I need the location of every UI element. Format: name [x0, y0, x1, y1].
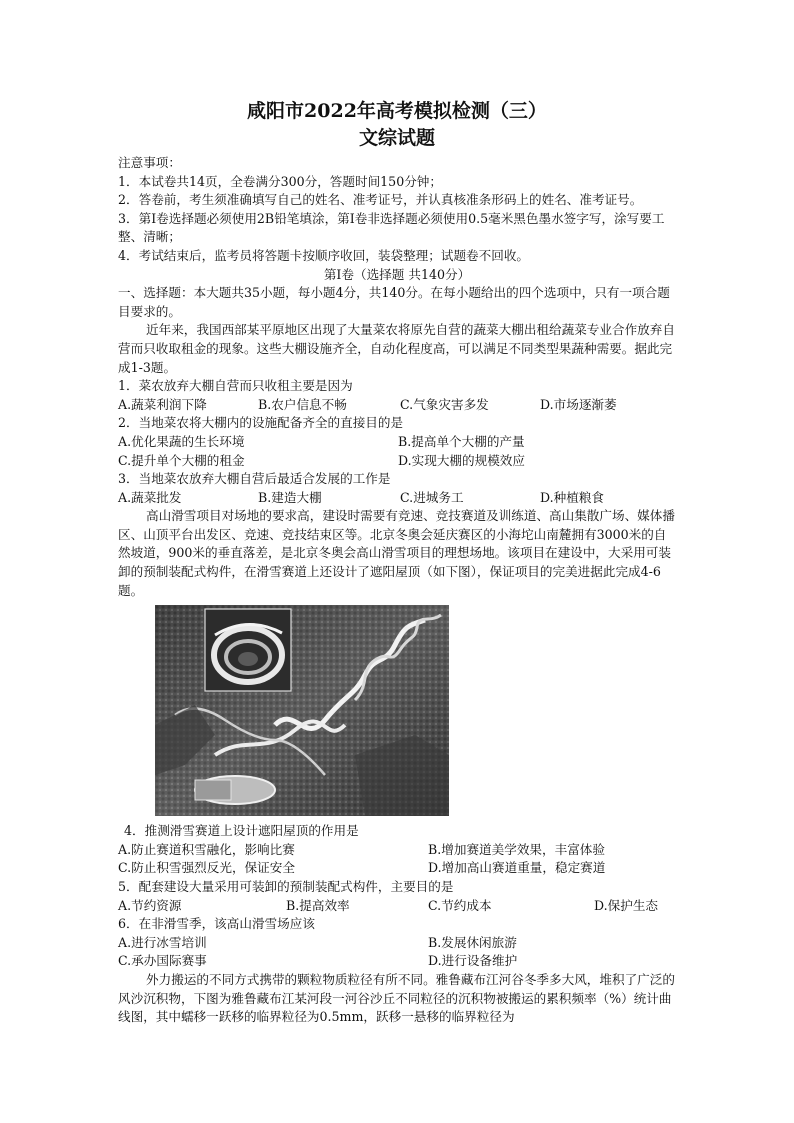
option-d: D.进行设备维护: [428, 953, 518, 969]
question-1: [118, 377, 676, 414]
option-c: C.提升单个大棚的租金: [118, 452, 245, 468]
question-options: [118, 433, 676, 470]
question-6: [118, 915, 676, 971]
option-d: D.市场逐渐萎: [540, 396, 617, 412]
question-5: [118, 878, 676, 915]
question-2: [118, 414, 676, 470]
option-d: D.保护生态: [594, 897, 659, 913]
question-3: [118, 470, 676, 507]
option-b: B.提高效率: [286, 897, 350, 913]
option-a: A.防止赛道积雪融化，影响比赛: [118, 841, 295, 857]
option-b: B.提高单个大棚的产量: [398, 433, 525, 449]
option-b: B.发展休闲旅游: [428, 934, 517, 950]
option-c: C.防止积雪强烈反光，保证安全: [118, 860, 295, 876]
option-d: D.增加高山赛道重量，稳定赛道: [428, 860, 606, 876]
option-d: D.实现大棚的规模效应: [398, 452, 525, 468]
option-a: A.优化果蔬的生长环境: [118, 433, 245, 449]
section-heading: 第Ⅰ卷（选择题 共140分）: [323, 266, 471, 282]
notice-item: 3．第Ⅰ卷选择题必须使用2B铅笔填涂，第Ⅰ卷非选择题必须使用0.5毫米黑色墨水签字写，涂写要工整、清晰；: [118, 210, 665, 245]
question-options: [118, 934, 676, 971]
passage-vegetable: 近年来，我国西部某平原地区出现了大量菜农将原先自营的蔬菜大棚出租给蔬菜专业合作放弃自营而只收取租金的现象。这些大棚设施齐全，自动化程度高，可以满足不同类型果蔬种需要。据此完成1-3题。: [118, 322, 675, 375]
exam-subtitle: 文综试题: [358, 127, 435, 149]
question-options: [118, 897, 676, 916]
question-stem: 1．菜农放弃大棚自营而只收租主要是因为: [118, 378, 353, 394]
question-options: [118, 396, 676, 415]
passage-sediment: 外力搬运的不同方式携带的颗粒物质粒径有所不同。雅鲁藏布江河谷冬季多大风，堆积了广泛的风沙沉积物，下图为雅鲁藏布江某河段一河谷沙丘不同粒径的沉积物被搬运的累积频率（%）统计曲线图，其中蠕移一跃移的临界粒径为0.5mm，跃移一悬移的临界粒径为: [118, 972, 675, 1025]
section-intro: 一、选择题：本大题共35小题，每小题4分，共140分。在每小题给出的四个选项中，只有一项合题目要求的。: [118, 285, 670, 319]
option-b: B.增加赛道美学效果，丰富体验: [428, 841, 605, 857]
question-stem: 3．当地菜农放弃大棚自营后最适合发展的工作是: [118, 471, 391, 487]
option-b: B.建造大棚: [258, 489, 322, 505]
question-stem: 6．在非滑雪季，该高山滑雪场应该: [118, 916, 315, 932]
page-content: [118, 98, 676, 1027]
question-stem: 2．当地菜农将大棚内的设施配备齐全的直接目的是: [118, 415, 404, 431]
question-4: [118, 822, 676, 878]
option-a: A.进行冰雪培训: [118, 934, 207, 950]
notice-item: 4．考试结束后，监考员将答题卡按顺序收回，装袋整理；试题卷不回收。: [118, 247, 530, 263]
option-c: C.气象灾害多发: [400, 396, 489, 412]
option-c: C.承办国际赛事: [118, 953, 207, 969]
question-options: [118, 841, 676, 878]
notice-item: 1．本试卷共14页，全卷满分300分，答题时间150分钟；: [118, 173, 442, 189]
option-a: A.节约资源: [118, 897, 182, 913]
notice-block: [118, 154, 676, 266]
option-a: A.蔬菜批发: [118, 489, 182, 505]
option-d: D.种植粮食: [540, 489, 605, 505]
option-c: C.节约成本: [428, 897, 492, 913]
passage-ski: 高山滑雪项目对场地的要求高，建设时需要有竞速、竞技赛道及训练道、高山集散广场、媒体播区、山顶平台出发区、竞速、竞技结束区等。北京冬奥会延庆赛区的小海坨山南麓拥有3000米的自然坡道，900米的垂直落差，是北京冬奥会高山滑雪项目的理想场地。该项目在建设中，大采用可装卸的预制装配式构件，在滑雪赛道上还设计了遮阳屋顶（如下图），保证项目的完美进据此完成4-6题。: [118, 508, 675, 598]
exam-title: 咸阳市2022年高考模拟检测（三）: [247, 100, 547, 122]
question-stem: 4．推测滑雪赛道上设计遮阳屋顶的作用是: [124, 823, 359, 839]
ski-course-photo: [155, 605, 449, 816]
option-a: A.蔬菜利润下降: [118, 396, 207, 412]
ski-course-illustration: [155, 605, 449, 816]
notice-item: 2．答卷前，考生须准确填写自己的姓名、准考证号，并认真核准条形码上的姓名、准考证号。: [118, 192, 643, 208]
option-c: C.进城务工: [400, 489, 464, 505]
notice-heading: 注意事项：: [118, 155, 181, 170]
option-b: B.农户信息不畅: [258, 396, 347, 412]
question-stem: 5．配套建设大量采用可装卸的预制装配式构件，主要目的是: [118, 879, 454, 895]
question-options: [118, 489, 676, 508]
